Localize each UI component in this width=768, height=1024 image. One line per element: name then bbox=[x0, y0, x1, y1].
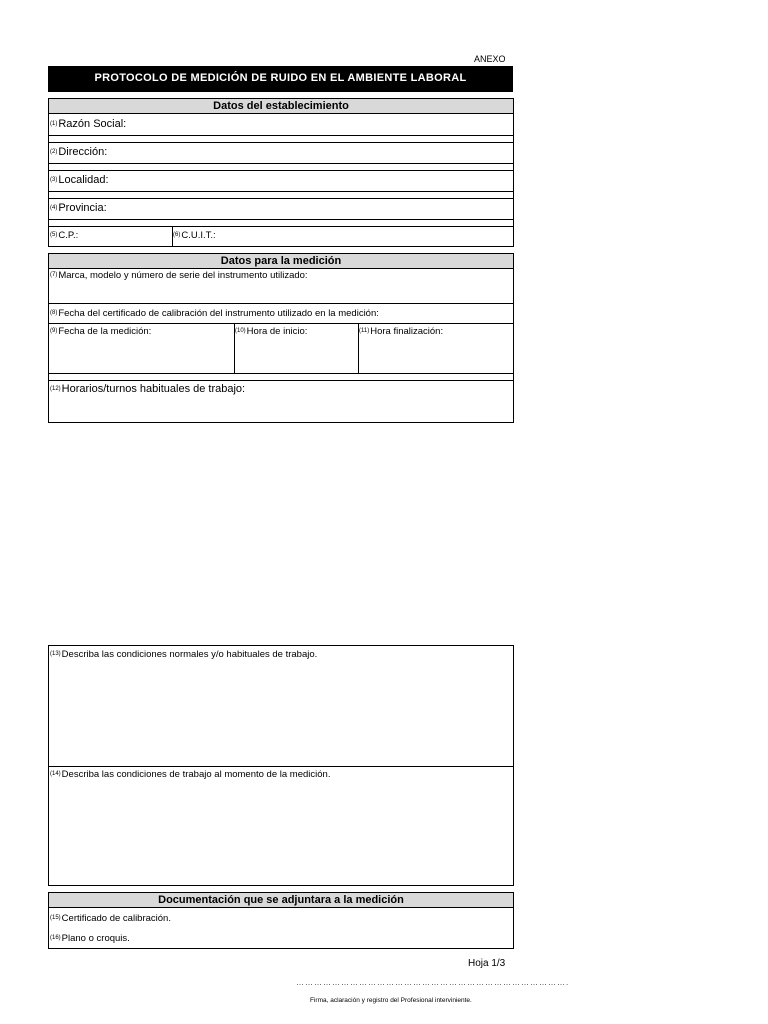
field-number: (10) bbox=[235, 328, 246, 335]
field-label: Hora finalización: bbox=[370, 326, 444, 337]
field-label: Horarios/turnos habituales de trabajo: bbox=[61, 383, 246, 395]
field-number: (14) bbox=[50, 771, 61, 778]
field-label: Marca, modelo y número de serie del instrumento utilizado: bbox=[58, 270, 308, 281]
signature-line: ………………………………………………………………………………. bbox=[296, 978, 570, 987]
field-number: (6) bbox=[173, 232, 181, 239]
field-condiciones-medicion[interactable] bbox=[50, 769, 330, 780]
divider bbox=[49, 219, 513, 220]
divider bbox=[49, 135, 513, 136]
field-number: (12) bbox=[50, 386, 61, 393]
establishment-section bbox=[48, 98, 514, 247]
measurement-header: Datos para la medición bbox=[49, 254, 513, 269]
field-number: (13) bbox=[50, 651, 61, 658]
document-title: PROTOCOLO DE MEDICIÓN DE RUIDO EN EL AMBIENTE LABORAL bbox=[48, 66, 513, 92]
divider bbox=[49, 303, 513, 304]
field-label: Fecha de la medición: bbox=[58, 326, 152, 337]
field-label: Localidad: bbox=[58, 174, 109, 186]
divider bbox=[49, 380, 513, 381]
divider bbox=[49, 142, 513, 143]
field-hora-inicio[interactable] bbox=[235, 326, 307, 337]
field-provincia[interactable] bbox=[50, 202, 107, 214]
divider bbox=[49, 226, 513, 227]
establishment-header: Datos del establecimiento bbox=[49, 99, 513, 114]
field-label: Provincia: bbox=[58, 202, 107, 214]
documentation-header: Documentación que se adjuntara a la medición bbox=[49, 893, 513, 908]
field-number: (2) bbox=[50, 149, 58, 156]
divider bbox=[49, 170, 513, 171]
field-label: Fecha del certificado de calibración del instrumento utilizado en la medición: bbox=[58, 308, 379, 319]
divider bbox=[49, 191, 513, 192]
field-label: Describa las condiciones de trabajo al momento de la medición. bbox=[61, 769, 331, 780]
doc-item-certificado[interactable] bbox=[50, 913, 171, 924]
field-number: (11) bbox=[359, 328, 370, 335]
field-label: Hora de inicio: bbox=[246, 326, 308, 337]
field-label: Plano o croquis. bbox=[61, 933, 130, 944]
documentation-section bbox=[48, 892, 514, 949]
field-number: (8) bbox=[50, 310, 58, 317]
field-horarios[interactable] bbox=[50, 383, 245, 395]
field-label: C.P.: bbox=[58, 230, 79, 241]
field-label: Certificado de calibración. bbox=[61, 913, 171, 924]
page-number: Hoja 1/3 bbox=[468, 958, 506, 969]
field-razon-social[interactable] bbox=[50, 118, 126, 130]
field-hora-finalizacion[interactable] bbox=[359, 326, 443, 337]
field-direccion[interactable] bbox=[50, 146, 107, 158]
measurement-section bbox=[48, 253, 514, 423]
field-number: (3) bbox=[50, 177, 58, 184]
field-localidad[interactable] bbox=[50, 174, 109, 186]
field-cuit[interactable] bbox=[173, 230, 216, 241]
divider bbox=[49, 163, 513, 164]
field-label: Describa las condiciones normales y/o habituales de trabajo. bbox=[61, 649, 318, 660]
field-condiciones-normales[interactable] bbox=[50, 649, 317, 660]
field-cp[interactable] bbox=[50, 230, 78, 241]
field-number: (1) bbox=[50, 121, 58, 128]
field-label: Razón Social: bbox=[58, 118, 127, 130]
doc-item-plano[interactable] bbox=[50, 933, 130, 944]
conditions-section bbox=[48, 645, 514, 886]
signature-caption: Firma, aclaración y registro del Profesional interviniente. bbox=[310, 997, 472, 1004]
field-number: (4) bbox=[50, 205, 58, 212]
field-number: (5) bbox=[50, 232, 58, 239]
field-fecha-medicion[interactable] bbox=[50, 326, 151, 337]
field-number: (7) bbox=[50, 272, 58, 279]
divider bbox=[49, 766, 513, 767]
field-number: (16) bbox=[50, 935, 61, 942]
field-label: C.U.I.T.: bbox=[181, 230, 216, 241]
field-fecha-calibracion[interactable] bbox=[50, 308, 379, 319]
annex-label: ANEXO bbox=[474, 54, 506, 64]
divider bbox=[49, 323, 513, 324]
field-number: (9) bbox=[50, 328, 58, 335]
divider bbox=[49, 198, 513, 199]
field-number: (15) bbox=[50, 915, 61, 922]
divider bbox=[49, 373, 513, 374]
field-label: Dirección: bbox=[58, 146, 108, 158]
field-instrumento[interactable] bbox=[50, 270, 308, 281]
